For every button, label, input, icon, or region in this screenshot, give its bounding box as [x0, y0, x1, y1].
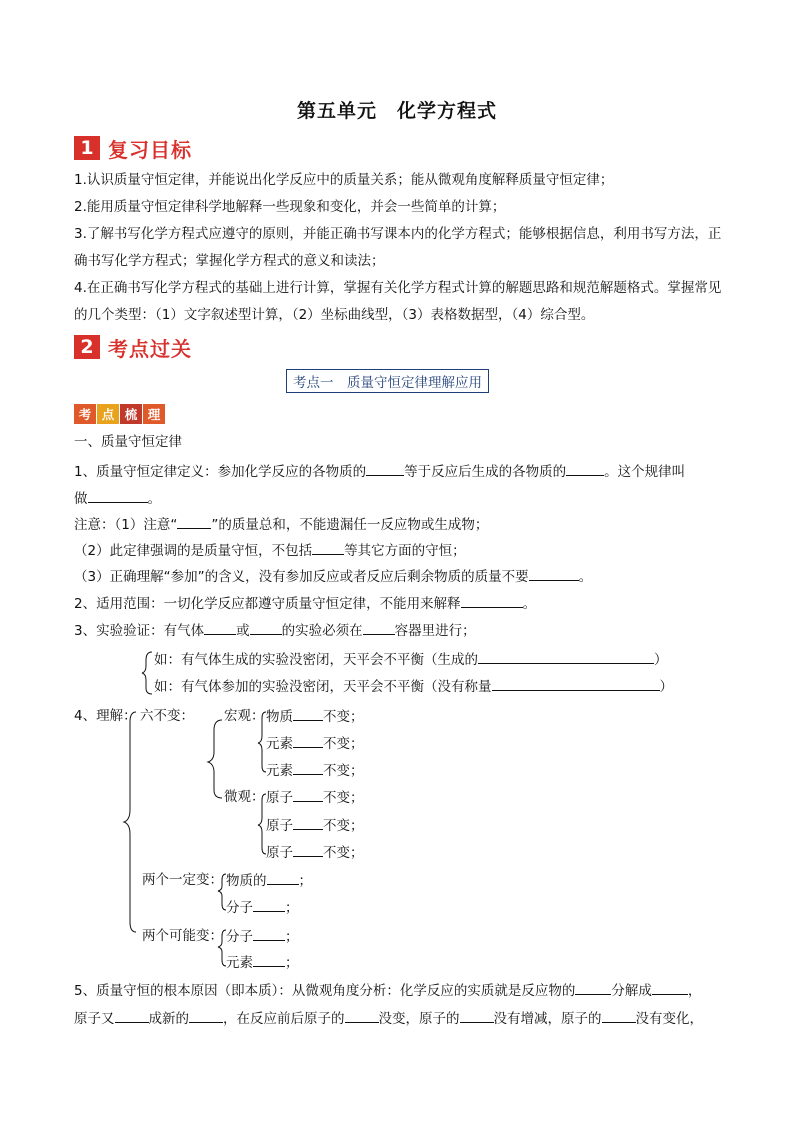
text: 没变，原子的 [378, 1011, 460, 1027]
text: 原子 [266, 818, 293, 834]
text: 成新的 [148, 1011, 189, 1027]
badge-char: 理 [143, 404, 165, 424]
text: 不变； [323, 709, 364, 725]
text: 元素 [266, 736, 293, 752]
text: 原子 [266, 790, 293, 806]
text: 分子 [226, 900, 253, 916]
blank [189, 1008, 223, 1023]
text: 2、适用范围：一切化学反应都遵守质量守恒定律，不能用来解释 [74, 596, 461, 612]
text: 不变； [323, 736, 364, 752]
text: ， [687, 983, 702, 999]
text: 原子 [266, 845, 293, 861]
text: 物质 [266, 709, 293, 725]
text: 的实验必须在 [281, 623, 363, 639]
micro-label: 微观： [224, 789, 265, 805]
understanding-label: 4、理解： [74, 708, 137, 724]
blank [460, 1008, 494, 1023]
blank [652, 980, 688, 995]
badge-char: 点 [97, 404, 119, 424]
text: 。这个规律叫 [604, 464, 686, 480]
two-definite-label: 两个一定变： [142, 872, 223, 888]
macro-label: 宏观： [224, 708, 265, 724]
text: 没有增减，原子的 [493, 1011, 602, 1027]
text: 等于反应后生成的各物质的 [404, 464, 567, 480]
text: 3、实验验证：有气体 [74, 623, 205, 639]
goal-item: 1.认识质量守恒定律，并能说出化学反应中的质量关系；能从微观角度解释质量守恒定律； [74, 172, 614, 188]
text: 物质的 [226, 873, 267, 889]
text: 没有变化， [635, 1011, 703, 1027]
text: ） [654, 652, 668, 668]
text: 注意：（1）注意“ [74, 517, 178, 533]
text: 原子又 [74, 1011, 115, 1027]
badge-char: 梳 [120, 404, 142, 424]
text: ； [285, 929, 299, 945]
text: ，在反应前后原子的 [223, 1011, 345, 1027]
goal-item: 2.能用质量守恒定律科学地解释一些现象和变化，并会一些简单的计算； [74, 199, 506, 215]
text: 元素 [226, 955, 253, 971]
text: （3）正确理解“参加”的含义，没有参加反应或者反应后剩余物质的质量不要 [74, 569, 529, 585]
subsection-heading: 一、质量守恒定律 [74, 434, 182, 450]
blank [345, 1008, 379, 1023]
text: 如：有气体生成的实验没密闭，天平会不平衡（生成的 [154, 652, 478, 668]
text: 如：有气体参加的实验没密闭，天平会不平衡（没有称量 [154, 679, 492, 695]
text: ； [285, 900, 299, 916]
text: 或 [236, 623, 250, 639]
text: 。 [147, 491, 161, 507]
goal-item: 4.在正确书写化学方程式的基础上进行计算，掌握有关化学方程式计算的解题思路和规范解题格式。掌握常见的几个类型：（1）文字叙述型计算，（2）坐标曲线型，（3）表格数据型，（4）综合型。 [74, 280, 722, 323]
section-title: 复习目标 [108, 137, 192, 162]
text: 。 [522, 596, 537, 612]
text: 元素 [266, 763, 293, 779]
text: ； [285, 955, 299, 971]
blank [115, 1008, 149, 1023]
section-number-badge: 1 [74, 136, 100, 160]
text: ； [298, 873, 312, 889]
text: 不变； [323, 845, 364, 861]
text: 。 [578, 569, 593, 585]
text: （2）此定律强调的是质量守恒，不包括 [74, 543, 313, 559]
essence-line [74, 980, 701, 1001]
section-title: 考点过关 [108, 336, 192, 361]
text: 等其它方面的守恒； [344, 543, 466, 559]
page-title: 第五单元 化学方程式 [296, 100, 497, 122]
text: 分解成 [611, 983, 652, 999]
text: 不变； [323, 790, 364, 806]
text: 1、质量守恒定律定义：参加化学反应的各物质的 [74, 464, 367, 480]
essence-line [74, 1008, 703, 1029]
text: 不变； [323, 818, 364, 834]
text: 5、质量守恒的根本原因（即本质）：从微观角度分析：化学反应的实质就是反应物的 [74, 983, 576, 999]
blank [602, 1008, 636, 1023]
section-number-badge: 2 [74, 335, 100, 359]
topic-box: 考点一 质量守恒定律理解应用 [286, 369, 489, 393]
text: 不变； [323, 763, 364, 779]
blank [575, 980, 611, 995]
text: ”的质量总和，不能遗漏任一反应物或生成物； [211, 517, 489, 533]
badge-char: 考 [74, 404, 96, 424]
goal-item: 3.了解书写化学方程式应遵守的原则，并能正确书写课本内的化学方程式；能够根据信息，利用书写方法，正确书写化学方程式；掌握化学方程式的意义和读法； [74, 226, 722, 269]
six-unchanged-label: 六不变： [140, 708, 194, 724]
text: 容器里进行； [394, 623, 476, 639]
text: ） [659, 679, 673, 695]
two-possible-label: 两个可能变： [142, 928, 223, 944]
text: 分子 [226, 929, 253, 945]
text: 做 [74, 491, 88, 507]
